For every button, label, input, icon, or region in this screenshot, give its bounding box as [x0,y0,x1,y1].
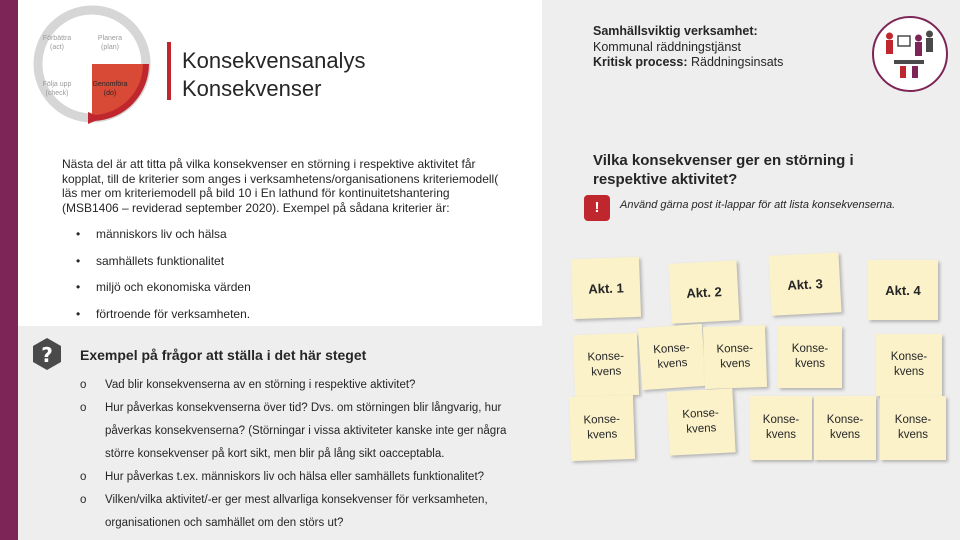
postit-consequence: Konse-kvens [814,396,876,460]
postit-consequence: Konse-kvens [703,325,767,389]
hint-text: Använd gärna post it-lappar för att lista konsekvenserna. [620,199,896,211]
list-item: • samhällets funktionalitet [76,253,225,268]
list-item: o Vilken/vilka aktivitet/-er ger mest allvarliga konsekvenser för verksamheten, organisationen och samhället om den störs ut? [80,494,488,529]
list-item: • förtroende för verksamheten. [76,306,251,321]
main-question: Vilka konsekvenser ger en störning i respektive aktivitet? [593,152,854,188]
criteria-list [76,227,251,333]
list-item: • människors liv och hälsa [76,227,227,241]
postit-activity-1: Akt. 1 [571,257,641,319]
process-header: Samhällsviktig verksamhet: Kommunal räddningstjänst Kritisk process: Räddningsinsats [593,24,784,69]
postit-consequence: Konse-kvens [569,395,635,461]
pdca-cycle-diagram [22,0,162,128]
list-item: o Hur påverkas konsekvenserna över tid? Dvs. om störningen blir långvarig, hur påverkas konsekvenserna? (Störningar i vissa aktiviteter kanske inte ger några större konsekvenser på kort sikt, men blir på lång sikt oacceptabla. [80,402,507,460]
postit-activity-3: Akt. 3 [768,252,841,316]
list-item: o Hur påverkas t.ex. människors liv och hälsa eller samhällets funktionalitet? [80,471,485,483]
postit-activity-2: Akt. 2 [668,260,739,323]
cycle-label-check: Följa upp (check) [42,81,72,97]
accent-bar [0,0,18,540]
page-title: Konsekvensanalys [182,48,366,73]
postit-consequence: Konse-kvens [880,396,946,460]
question-mark-icon [30,337,64,371]
cycle-label-plan: Planera (plan) [97,35,123,51]
postit-consequence: Konse-kvens [750,396,812,460]
questions-list [80,374,520,535]
page-subtitle: Konsekvenser [182,76,322,101]
postit-consequence: Konse-kvens [666,388,735,455]
postit-consequence: Konse-kvens [573,333,639,397]
list-item: o Vad blir konsekvenserna av en störning i respektive aktivitet? [80,379,416,391]
title-divider [167,42,171,100]
exclamation-icon: ! [584,195,610,221]
postit-consequence: Konse-kvens [876,334,942,396]
cycle-label-do: Genomföra (do) [92,81,128,97]
postit-consequence: Konse-kvens [638,324,706,390]
intro-text: Nästa del är att titta på vilka konsekvenser en störning i respektive aktivitet får kopplat, till de kriterier som anges i verksamhetens/organisationens kriteriemodell( läs mer om kriteriemodell på bild 10 i En lathund för kontinuitetshantering (MSB1406 – reviderad september 2020). Exempel på sådana kriterier är: [62,157,499,215]
team-workshop-icon [870,14,950,94]
postit-activity-4: Akt. 4 [868,260,938,320]
list-item: • miljö och ekonomiska värden [76,280,251,294]
questions-title: Exempel på frågor att ställa i det här steget [80,347,367,363]
svg-text:?: ? [41,343,53,367]
cycle-label-act: Förbättra (act) [42,35,72,51]
postit-consequence: Konse-kvens [778,326,842,388]
